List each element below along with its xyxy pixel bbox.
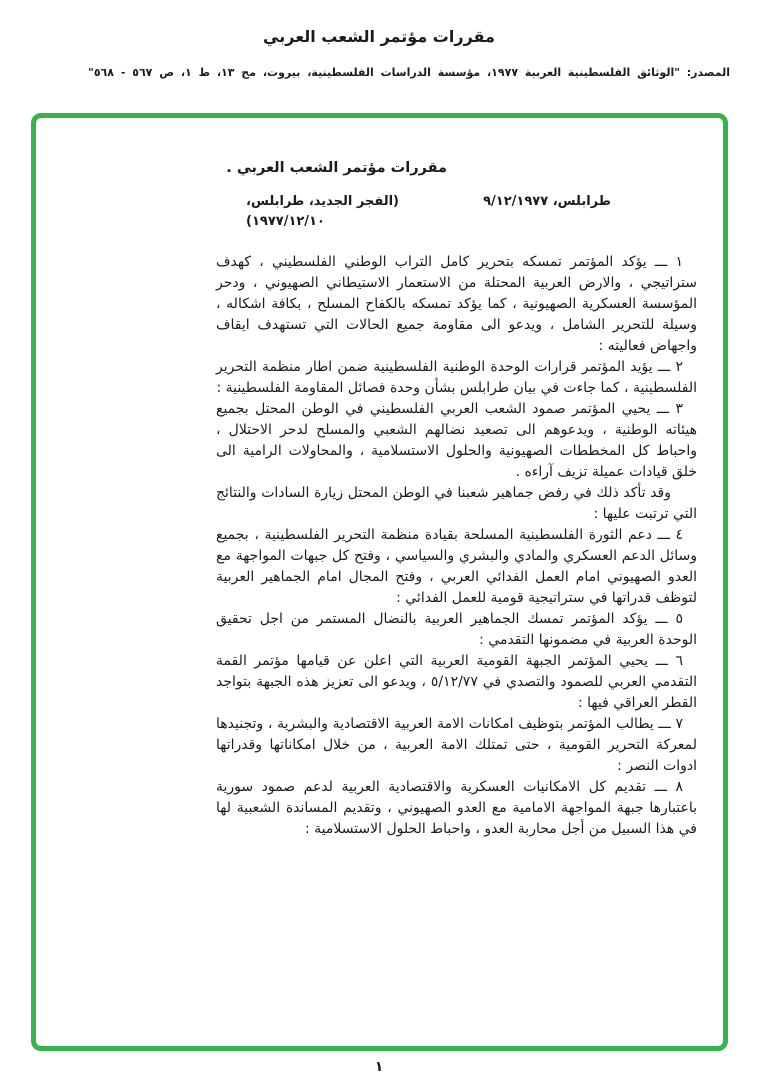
page-title: مقررات مؤتمر الشعب العربي xyxy=(263,27,495,46)
paragraph-8: ٨ ـــ تقديم كل الامكانيات العسكرية والاقتصادية العربية لدعم صمود سورية باعتبارها جبهة المواجهة الامامية مع العدو الصهيوني ، وتقديم المساندة الشعبية لها في هذا السبيل من أجل محاربة العدو ، واحباط الحلول الاستسلامية : xyxy=(216,779,697,837)
source-citation: المصدر: "الوثائق الفلسطينية العربية ١٩٧٧، مؤسسة الدراسات الفلسطينية، بيروت، مج ١٣، ط ١، ص ٥٦٧ - ٥٦٨" xyxy=(88,66,730,79)
dateline-place-date: طرابلس، ٩/١٢/١٩٧٧ xyxy=(483,194,611,209)
paragraph-2: ٢ ـــ يؤيد المؤتمر قرارات الوحدة الوطنية الفلسطينية ضمن اطار منظمة التحرير الفلسطينية ، كما جاءت في بيان طرابلس بشأن وحدة فصائل المقاومة الفلسطينية : xyxy=(216,359,697,396)
dateline-publication: (الفجر الجديد، طرابلس، ١٩٧٧/١٢/١٠) xyxy=(246,194,399,229)
paragraph-7: ٧ ـــ يطالب المؤتمر بتوظيف امكانات الامة العربية الاقتصادية والبشرية ، وتجنيدها لمعركة التحرير القومية ، حتى تمتلك الامة العربية ، من خلال امكاناتها وقدراتها ادوات النصر : xyxy=(216,716,697,774)
paragraph-6: ٦ ـــ يحيي المؤتمر الجبهة القومية العربية التي اعلن عن قيامها مؤتمر القمة التقدمي العربي للصمود والتصدي في ٥/١٢/٧٧ ، ويدعو الى تعزيز هذه الجبهة بتواجد القطر العراقي فيها : xyxy=(216,653,697,711)
document-title: مقررات مؤتمر الشعب العربي . xyxy=(226,160,447,176)
paragraphs xyxy=(216,252,697,840)
paragraph-1: ١ ـــ يؤكد المؤتمر تمسكه بتحرير كامل التراب الوطني الفلسطيني ، كهدف ستراتيجي ، والارض العربية المحتلة من الاستعمار الاستيطاني الصهيوني ، ودحر المؤسسة العسكرية الصهيونية ، كما يؤكد تمسكه بالكفاح المسلح ، بكافة اشكاله ، وسيلة للتحرير الشامل ، ويدعو الى مقاومة جميع الحالات التي تستهدف ايقاف واجهاض فعاليته : xyxy=(216,254,697,354)
page-footer xyxy=(0,1059,758,1075)
paragraph-5: ٥ ـــ يؤكد المؤتمر تمسك الجماهير العربية بالنضال المستمر من اجل تحقيق الوحدة العربية في مضمونها التقدمي : xyxy=(216,611,697,648)
paragraph-4: ٤ ـــ دعم الثورة الفلسطينية المسلحة بقيادة منظمة التحرير الفلسطينية ، بجميع وسائل الدعم العسكري والمادي والبشري والسياسي ، وفتح كل جبهات المواجهة مع العدو الصهيوني امام العمل الفدائي العربي ، وفتح المجال امام الجماهير العربية لتوظف قدراتها في ستراتيجية قومية للعمل الفدائي : xyxy=(216,527,697,606)
green-frame xyxy=(31,113,728,1051)
document-body xyxy=(36,118,723,840)
paragraph-3: ٣ ـــ يحيي المؤتمر صمود الشعب العربي الفلسطيني في الوطن المحتل بجميع هيئاته الوطنية ، ويدعوهم الى تصعيد نضالهم الشعبي والمسلح لدحر الاحتلال ، واحباط كل المخططات الصهيونية والحلول الاستسلامية ، والمحاولات الرامية الى خلق قيادات عميلة تزيف آراءه . xyxy=(216,401,697,480)
page-number: ١ xyxy=(374,1059,384,1075)
page-header xyxy=(0,26,758,79)
paragraph-3-continuation: وقد تأكد ذلك في رفض جماهير شعبنا في الوطن المحتل زيارة السادات والنتائج التي ترتبت عليها : xyxy=(216,485,697,522)
dateline xyxy=(216,192,697,232)
